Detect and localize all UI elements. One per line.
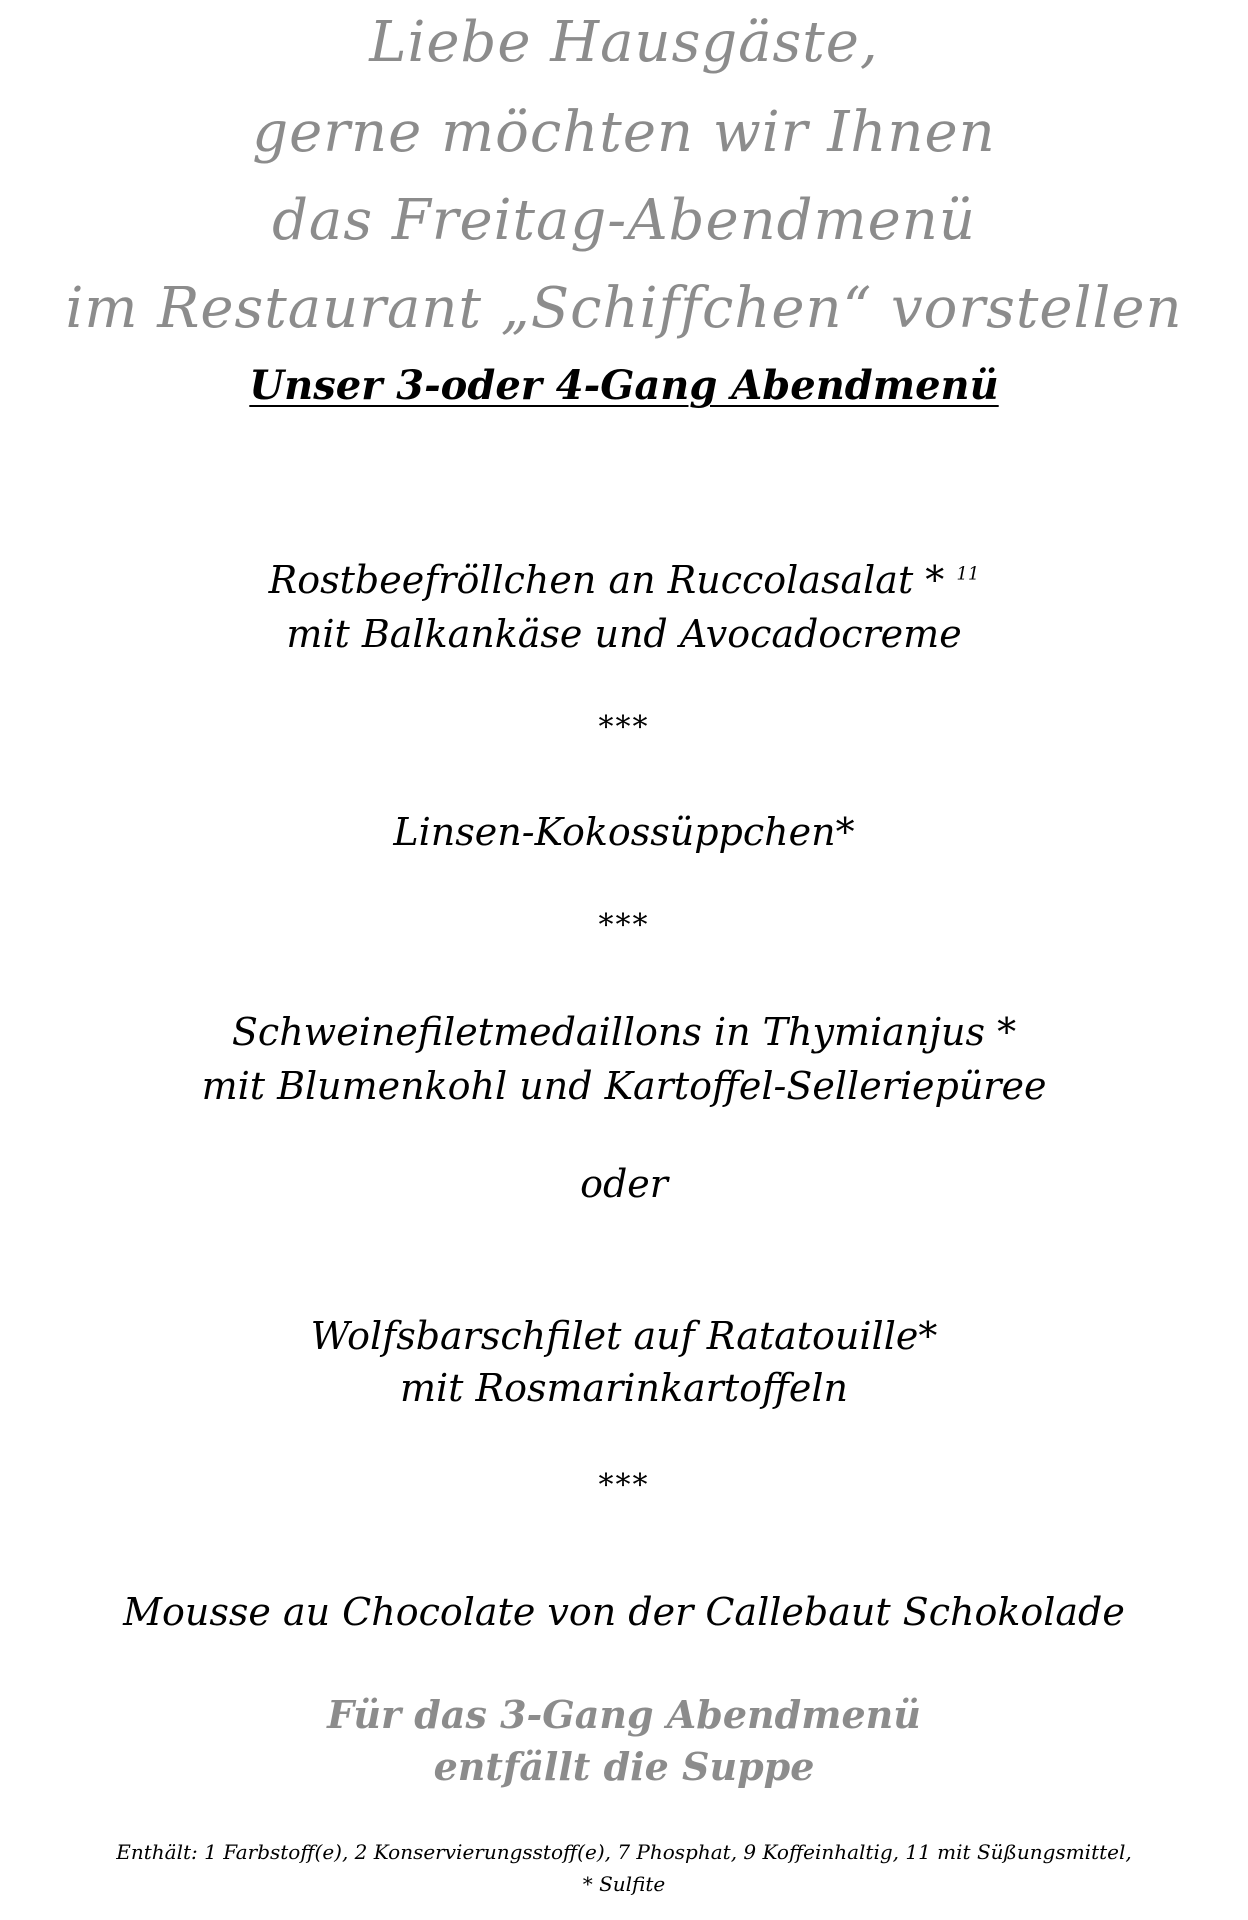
- starter-line-2: mit Balkankäse und Avocadocreme: [286, 612, 962, 656]
- greeting-line-2: gerne möchten wir Ihnen: [252, 100, 996, 165]
- main-course-2-line-1: Wolfsbarschfilet auf Ratatouille*: [310, 1314, 938, 1358]
- note-line-2: entfällt die Suppe: [433, 1744, 815, 1789]
- dessert-line: Mousse au Chocolate von der Callebaut Schokolade: [123, 1590, 1125, 1634]
- main-course-1-line-1: Schweinefiletmedaillons in Thymianjus *: [231, 1010, 1017, 1054]
- main-course-2-line-2: mit Rosmarinkartoffeln: [399, 1366, 849, 1410]
- greeting-line-3: das Freitag-Abendmenü: [272, 188, 976, 253]
- course-separator-1: ***: [598, 710, 650, 745]
- greeting-line-1: Liebe Hausgäste,: [369, 10, 879, 75]
- starter-name: Rostbeefröllchen an Ruccolasalat *: [268, 558, 945, 602]
- or-label: oder: [580, 1162, 668, 1206]
- soup-line: Linsen-Kokossüppchen*: [393, 810, 855, 854]
- note-line-1: Für das 3-Gang Abendmenü: [327, 1692, 921, 1737]
- course-separator-2: ***: [598, 908, 650, 943]
- allergen-footnote-line-2: * Sulfite: [582, 1872, 666, 1896]
- main-course-1-line-2: mit Blumenkohl und Kartoffel-Selleriepüree: [201, 1064, 1047, 1108]
- allergen-footnote-line-1: Enthält: 1 Farbstoff(e), 2 Konservierungsstoff(e), 7 Phosphat, 9 Koffeinhaltig, 11 mit Süßungsmittel,: [116, 1840, 1132, 1864]
- starter-line-1: [0, 558, 1248, 602]
- menu-heading: Unser 3-oder 4-Gang Abendmenü: [249, 362, 999, 409]
- greeting-line-4: im Restaurant „Schiffchen“ vorstellen: [65, 276, 1183, 341]
- course-separator-3: ***: [598, 1468, 650, 1503]
- starter-allergen-sup: 11: [956, 563, 980, 585]
